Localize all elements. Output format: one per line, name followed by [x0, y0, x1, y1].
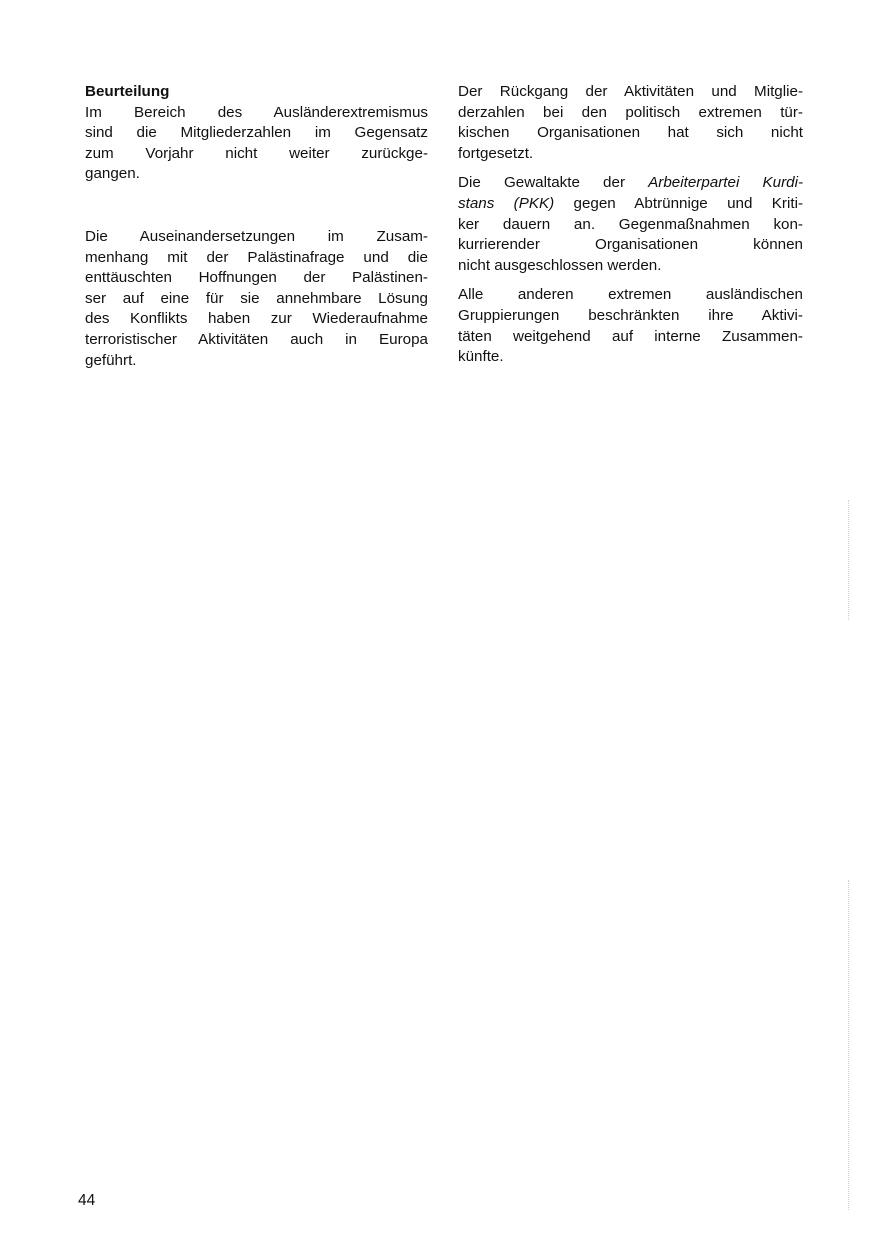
text-span: Die Gewaltakte der [458, 174, 649, 192]
text-line: gangen. [85, 165, 140, 183]
page-number: 44 [78, 1192, 96, 1209]
text-line: terroristischer Aktivitäten auch in Europa [85, 330, 428, 348]
text-line: täten weitgehend auf interne Zusammen- [458, 327, 803, 345]
right-column [458, 82, 803, 368]
text-line: zum Vorjahr nicht weiter zurückge- [85, 144, 428, 162]
text-line: Gruppierungen beschränkten ihre Aktivi- [458, 306, 803, 324]
left-column [85, 82, 428, 371]
scan-edge-mark [848, 880, 849, 1210]
text-line: enttäuschten Hoffnungen der Palästinen- [85, 269, 428, 287]
text-line: künfte. [458, 348, 504, 366]
text-line: menhang mit der Palästinafrage und die [85, 248, 428, 266]
text-line: Der Rückgang der Aktivitäten und Mitglie- [458, 83, 803, 100]
paragraph-pkk [458, 173, 803, 276]
text-line: derzahlen bei den politisch extremen tür- [458, 103, 803, 121]
text-line: Im Bereich des Ausländerextremismus [85, 103, 428, 121]
text-line: geführt. [85, 351, 137, 369]
section-heading: Beurteilung [85, 83, 170, 100]
text-line: des Konflikts haben zur Wiederaufnahme [85, 310, 428, 328]
text-line: kischen Organisationen hat sich nicht [458, 124, 803, 142]
scan-edge-mark [848, 500, 849, 620]
text-line: fortgesetzt. [458, 144, 534, 162]
text-span: gegen Abtrünnige und Kriti- [554, 194, 803, 212]
text-line: Die Auseinandersetzungen im Zusam- [85, 227, 428, 245]
text-line: kurrierender Organisationen können [458, 236, 803, 254]
paragraph-other-groups [458, 285, 803, 367]
text-line: Alle anderen extremen ausländischen [458, 286, 803, 304]
paragraph-turkish-orgs [458, 82, 803, 164]
text-line [458, 194, 803, 215]
text-line: nicht ausgeschlossen werden. [458, 256, 662, 274]
organization-name: Arbeiterpartei Kurdi- [648, 174, 804, 192]
paragraph-assessment [85, 103, 428, 185]
text-line [458, 173, 803, 194]
text-line: ser auf eine für sie annehmbare Lösung [85, 289, 428, 307]
organization-name: stans (PKK) [458, 194, 555, 212]
text-line: ker dauern an. Gegenmaßnahmen kon- [458, 215, 803, 233]
text-line: sind die Mitgliederzahlen im Gegensatz [85, 124, 428, 142]
paragraph-palestine [85, 227, 428, 371]
